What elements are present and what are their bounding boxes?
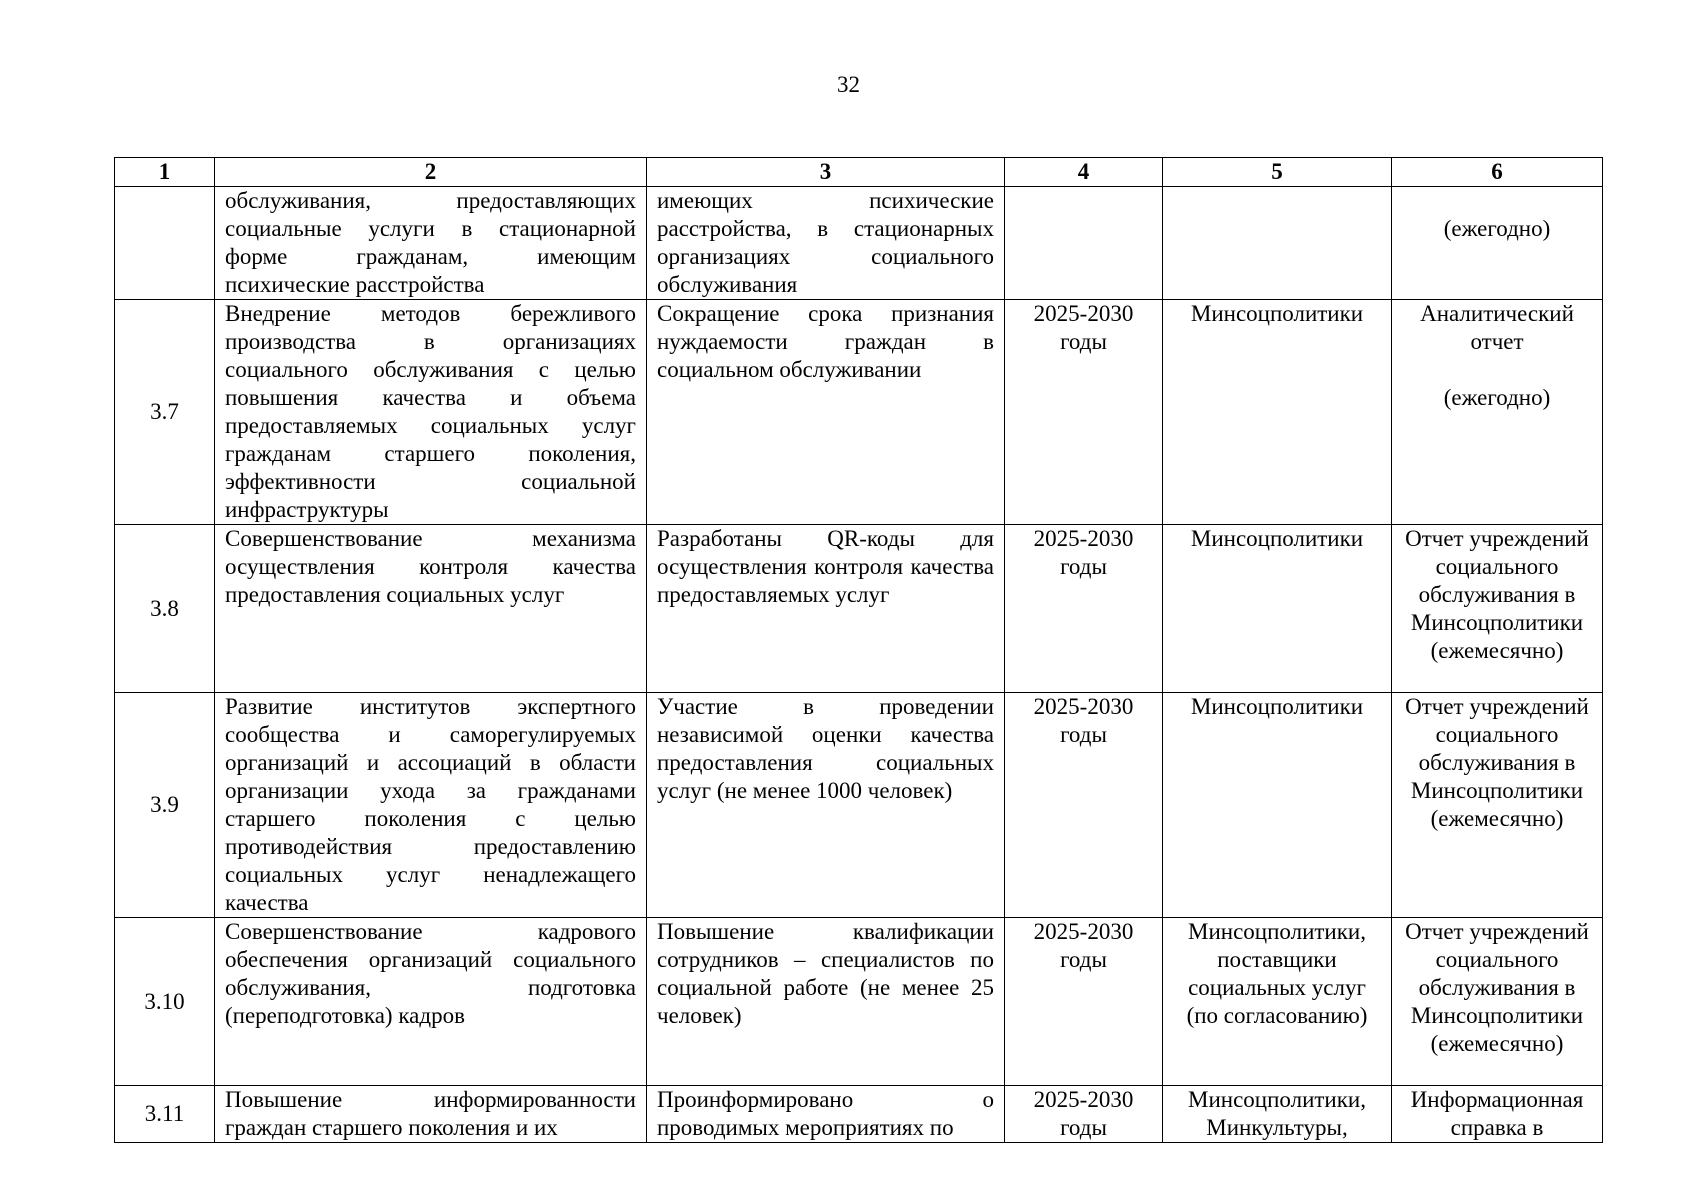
column-header: 6 <box>1392 158 1603 187</box>
result-cell: имеющих психические расстройства, в стационарных организациях социального обслуживания <box>647 187 1005 300</box>
table-row <box>115 1086 1603 1143</box>
result-cell: Разработаны QR-коды для осуществления контроля качества предоставляемых услуг <box>647 525 1005 693</box>
report-note: (ежегодно) <box>1443 216 1551 241</box>
result-cell: Участие в проведении независимой оценки качества предоставления социальных услуг (не менее 1000 человек) <box>647 693 1005 918</box>
table-row <box>115 693 1603 918</box>
measure-cell: Внедрение методов бережливого производства в организациях социального обслуживания с целью повышения качества и объема предоставляемых социальных услуг гражданам старшего поколения, эффективности социальной инфраструктуры <box>215 300 647 525</box>
plan-table <box>114 157 1603 1143</box>
period-cell: 2025-2030 годы <box>1005 525 1163 693</box>
column-header: 1 <box>115 158 215 187</box>
report-cell: Отчет учреждений социального обслуживания в Минсоцполитики (ежемесячно) <box>1392 918 1603 1086</box>
executor-cell: Минсоцполитики <box>1163 300 1392 525</box>
report-cell: Отчет учреждений социального обслуживания в Минсоцполитики (ежемесячно) <box>1392 693 1603 918</box>
report-cell: Информационная справка в <box>1392 1086 1603 1143</box>
measure-cell: Развитие институтов экспертного сообщества и саморегулируемых организаций и ассоциаций в области организации ухода за гражданами старшего поколения с целью противодействия предоставлению социальных услуг ненадлежащего качества <box>215 693 647 918</box>
measure-cell: Совершенствование механизма осуществления контроля качества предоставления социальных услуг <box>215 525 647 693</box>
measure-cell: Совершенствование кадрового обеспечения организаций социального обслуживания, подготовка (переподготовка) кадров <box>215 918 647 1086</box>
report-text: Аналитический отчет <box>1420 301 1574 354</box>
table-row <box>115 187 1603 300</box>
executor-cell: Минсоцполитики, поставщики социальных услуг (по согласованию) <box>1163 918 1392 1086</box>
period-cell: 2025-2030 годы <box>1005 1086 1163 1143</box>
page-number: 32 <box>837 72 860 97</box>
period-cell <box>1005 187 1163 300</box>
report-cell: Отчет учреждений социального обслуживания в Минсоцполитики (ежемесячно) <box>1392 525 1603 693</box>
row-number: 3.9 <box>115 693 215 918</box>
report-cell <box>1392 300 1603 525</box>
result-cell: Сокращение срока признания нуждаемости граждан в социальном обслуживании <box>647 300 1005 525</box>
executor-cell: Минсоцполитики <box>1163 525 1392 693</box>
row-number: 3.11 <box>115 1086 215 1143</box>
table-row <box>115 918 1603 1086</box>
row-number <box>115 187 215 300</box>
table-row <box>115 300 1603 525</box>
measure-cell: Повышение информированности граждан старшего поколения и их <box>215 1086 647 1143</box>
executor-cell: Минсоцполитики, Минкультуры, <box>1163 1086 1392 1143</box>
period-cell: 2025-2030 годы <box>1005 300 1163 525</box>
period-cell: 2025-2030 годы <box>1005 918 1163 1086</box>
row-number: 3.7 <box>115 300 215 525</box>
executor-cell <box>1163 187 1392 300</box>
executor-cell: Минсоцполитики <box>1163 693 1392 918</box>
column-header: 4 <box>1005 158 1163 187</box>
column-header: 2 <box>215 158 647 187</box>
period-cell: 2025-2030 годы <box>1005 693 1163 918</box>
result-cell: Повышение квалификации сотрудников – специалистов по социальной работе (не менее 25 человек) <box>647 918 1005 1086</box>
report-cell <box>1392 187 1603 300</box>
report-note: (ежегодно) <box>1443 385 1551 410</box>
table-row <box>115 525 1603 693</box>
column-header: 5 <box>1163 158 1392 187</box>
measure-cell: обслуживания, предоставляющих социальные услуги в стационарной форме гражданам, имеющим психические расстройства <box>215 187 647 300</box>
table-header-row <box>115 158 1603 187</box>
row-number: 3.8 <box>115 525 215 693</box>
result-cell: Проинформировано о проводимых мероприятиях по <box>647 1086 1005 1143</box>
row-number: 3.10 <box>115 918 215 1086</box>
column-header: 3 <box>647 158 1005 187</box>
